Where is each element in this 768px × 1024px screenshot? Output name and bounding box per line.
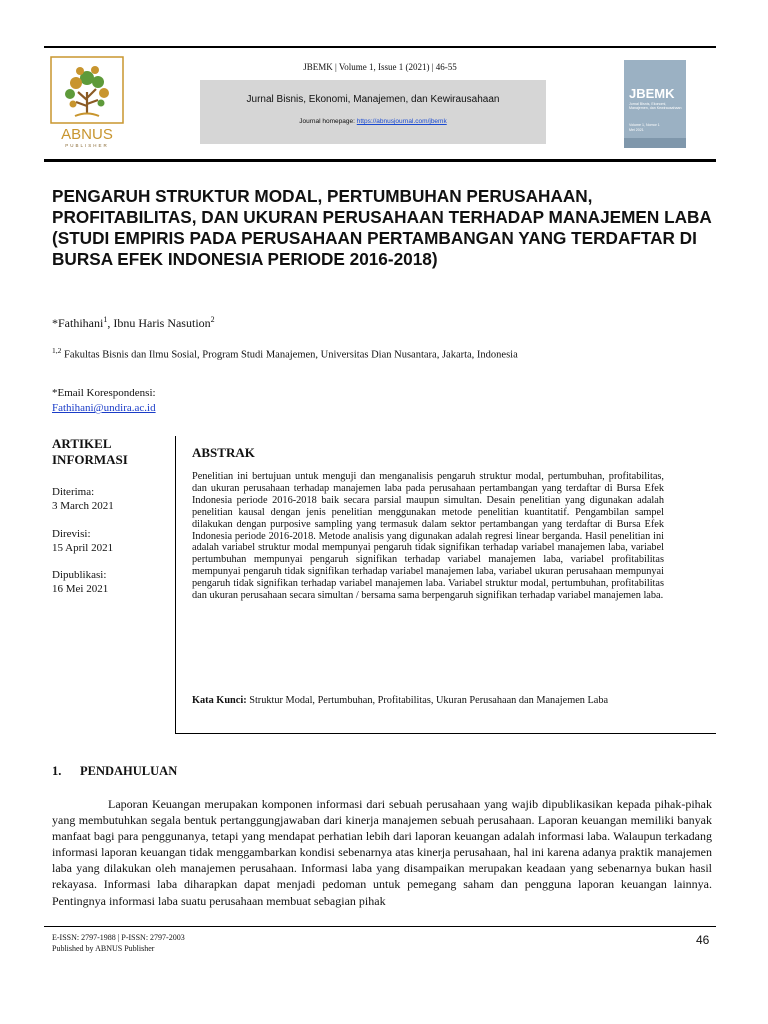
published-label: Dipublikasi: (52, 569, 107, 581)
cover-bottom-band (624, 138, 686, 148)
keywords (192, 695, 664, 708)
info-divider-horizontal (175, 733, 716, 734)
logo-sub: PUBLISHER (65, 143, 109, 148)
body-paragraph: Laporan Keuangan merupakan komponen informasi dari sebuah perusahaan yang wajib dipublikasikan kepada pihak-pihak yang membutuhkan segala bentuk pertanggungjawaban dari kinerja manajemen sebuah perusahaan. Laporan keuangan memiliki banyak manfaat bagi para penggunanya, tetapi yang mendapat perhatian lebih dari laporan keuangan adalah informasi laba. Walaupun terkadang informasi laporan keuangan tidak menggambarkan kondisi sebenarnya atas kinerja perusahaan, hal ini karena adanya praktik manajemen laba yang dilakukan oleh manajemen perusahaan. Informasi laba yang disampaikan merupakan keadaan yang sebenarnya bukan hasil rekayasa. Informasi laba diharapkan dapat menjadi pedoman untuk pemegang saham dan pengguna laporan keuangan lainnya. Pentingnya informasi laba suatu perusahaan membuat sebagian pihak (52, 797, 712, 908)
revised-date: 15 April 2021 (52, 542, 114, 554)
affiliation-text: Fakultas Bisnis dan Ilmu Sosial, Program Studi Manajemen, Universitas Dian Nusantara, Jakarta, Indonesia (61, 349, 518, 361)
cover-date: Mei 2021 (629, 128, 644, 132)
cover-subtitle: Jurnal Bisnis, Ekonomi, Manajemen, dan Kewirausahaan (629, 102, 682, 111)
homepage-label: Journal homepage: (299, 118, 357, 125)
header-top-rule (44, 46, 716, 48)
affiliation (52, 346, 518, 361)
journal-banner (200, 80, 546, 144)
abstract-text: Penelitian ini bertujuan untuk menguji dan menganalisis pengaruh struktur modal, pertumbuhan, profitabilitas, dan ukuran perusahaan terhadap manajemen laba pada perusahaan pertambangan yang terdaftar di Bursa Efek Indonesia periode 2016-2018 baik secara parsial maupun simultan. Desain penelitian yang digunakan adalah penelitian kausal dengan jenis penelitian menggunakan metode penelitian kuantitatif. Pengambilan sampel dilakukan dengan purposive sampling yang termasuk dalam sektor pertambangan yang terdaftar di Bursa Efek Indonesia periode 2016-2018. Metode analisis yang digunakan adalah regresi linear berganda. Hasil penelitian ini adalah variabel struktur modal mempunyai pengaruh tidak signifikan terhadap variabel manajemen laba, variabel pertumbuhan mempunyai pengaruh signifikan terhadap variabel manajemen laba, variabel profitabilitas mempunyai pengaruh tidak signifikan terhadap variabel manajemen laba, variabel ukuran perusahaan mempunyai pengaruh tidak signifikan terhadap variabel manajemen laba. Variabel struktur modal, pertumbuhan, profitabilitas dan ukuran perusahaan secara simultan / bersama sama berpengaruh signifikan terhadap variabel manajemen laba. (192, 471, 664, 602)
received-label: Diterima: (52, 486, 95, 498)
journal-citation: JBEMK | Volume 1, Issue 1 (2021) | 46-55 (303, 62, 457, 72)
info-divider-vertical (175, 436, 176, 734)
publisher-line: Published by ABNUS Publisher (52, 944, 155, 953)
author-1: *Fathihani (52, 316, 104, 330)
article-info-heading: ARTIKEL INFORMASI (52, 436, 128, 467)
author-1-sup: 1 (103, 315, 108, 324)
affiliation-sup: 1,2 (52, 346, 62, 355)
logo-name: ABNUS (61, 126, 113, 143)
abnus-logo (50, 56, 124, 148)
journal-name: Jurnal Bisnis, Ekonomi, Manajemen, dan Kewirausahaan (246, 94, 500, 105)
authors (52, 315, 215, 331)
published-date: 16 Mei 2021 (52, 583, 109, 595)
revised-label: Direvisi: (52, 528, 91, 540)
abstract-heading: ABSTRAK (192, 445, 255, 460)
homepage-link[interactable]: https://abnusjournal.com/jbemk (356, 118, 447, 125)
keywords-label: Kata Kunci: (192, 695, 247, 706)
author-2: Ibnu Haris Nasution (113, 316, 211, 330)
section-title: PENDAHULUAN (80, 764, 178, 778)
section-number: 1. (52, 764, 62, 778)
page-number: 46 (696, 933, 710, 947)
keywords-text: Struktur Modal, Pertumbuhan, Profitabilitas, Ukuran Perusahaan dan Manajemen Laba (246, 695, 609, 706)
paper-title: PENGARUH STRUKTUR MODAL, PERTUMBUHAN PERUSAHAAN, PROFITABILITAS, DAN UKURAN PERUSAHAAN TERHADAP MANAJEMEN LABA (STUDI EMPIRIS PADA PERUSAHAAN PERTAMBANGAN YANG TERDAFTAR DI BURSA EFEK INDONESIA PERIODE 2016-2018) (52, 186, 712, 269)
footer-rule (44, 926, 716, 927)
header-bottom-rule (44, 159, 716, 162)
journal-homepage (200, 118, 546, 125)
tree-logo-icon (50, 56, 124, 148)
author-separator: , (107, 316, 114, 330)
cover-title: JBEMK (629, 86, 675, 101)
journal-cover-thumbnail (624, 60, 686, 148)
author-2-sup: 2 (210, 315, 215, 324)
received-date: 3 March 2021 (52, 500, 114, 512)
cover-issue: Volume 1, Nomor 1 (629, 123, 660, 127)
correspondence-email-link[interactable]: Fathihani@undira.ac.id (52, 402, 156, 414)
issn-line: E-ISSN: 2797-1988 | P-ISSN: 2797-2003 (52, 933, 185, 942)
correspondence-label: *Email Korespondensi: (52, 387, 156, 399)
